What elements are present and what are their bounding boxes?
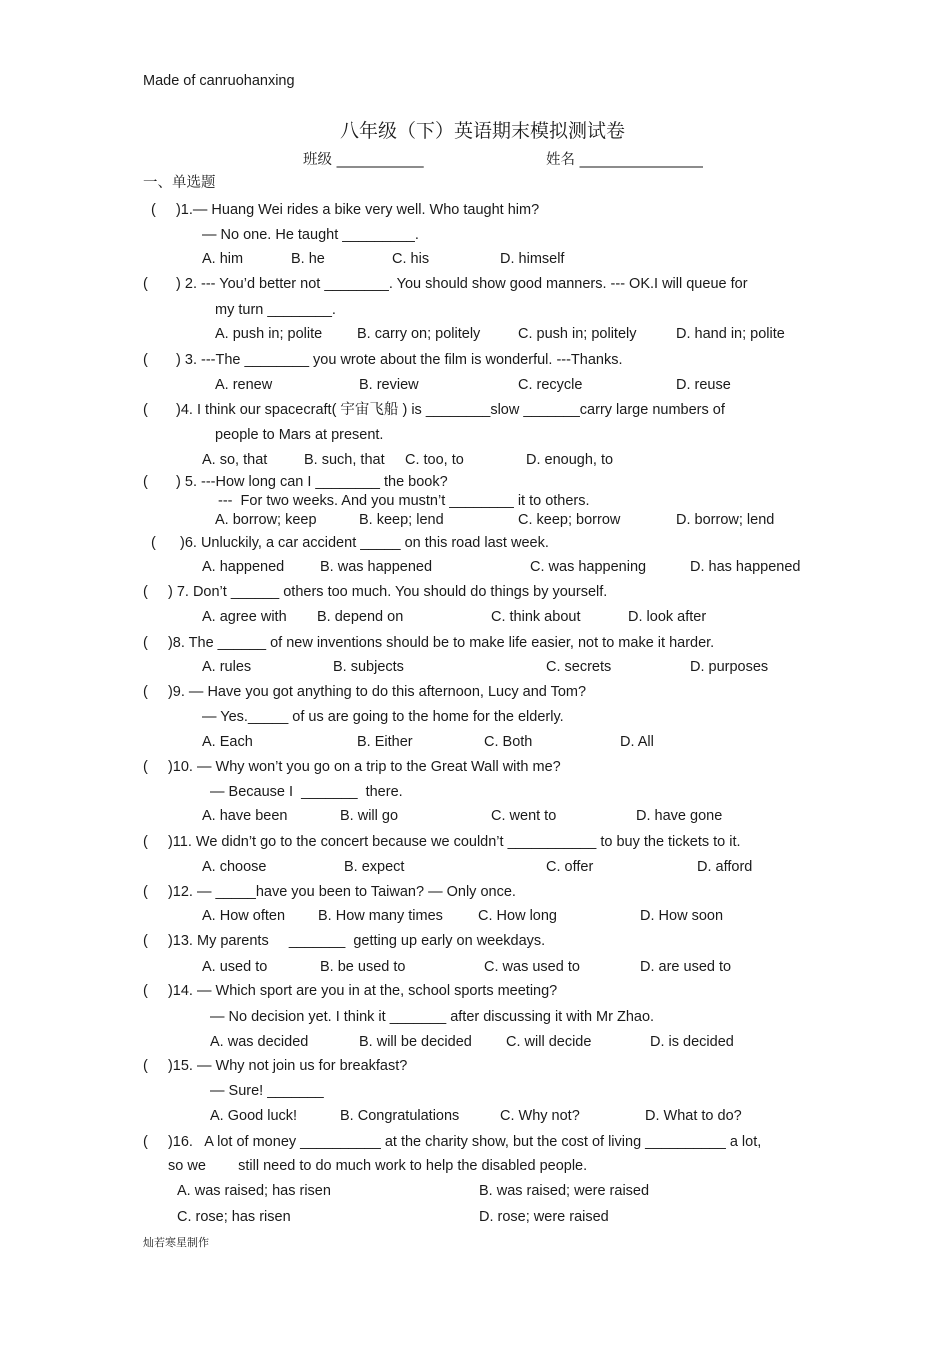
option: D. is decided (650, 1034, 734, 1050)
option: B. expect (344, 859, 405, 875)
option: A. rules (202, 659, 252, 675)
header-made-of: Made of canruohanxing (143, 73, 295, 89)
question-7: ( ) 7. Don’t ______ others too much. You should do things by yourself. (143, 584, 608, 600)
option: A. was decided (210, 1034, 309, 1050)
option: B. carry on; politely (357, 326, 481, 342)
question-1: ( )1.— Huang Wei rides a bike very well. Who taught him? (151, 202, 540, 218)
class-field: 班级 ____________ (303, 152, 424, 168)
option: C. recycle (518, 377, 583, 393)
option: D. hand in; polite (676, 326, 785, 342)
option: A. renew (215, 377, 273, 393)
option: A. was raised; has risen (177, 1183, 331, 1199)
question-line: — Yes._____ of us are going to the home for the elderly. (202, 709, 564, 725)
question-5: ( ) 5. ---How long can I ________ the book? (143, 474, 448, 490)
option: B. was happened (320, 559, 433, 575)
question-14: ( )14. — Which sport are you in at the, school sports meeting? (143, 983, 558, 999)
option: D. How soon (640, 908, 724, 924)
section-heading: 一、单选题 (143, 175, 216, 191)
option: D. have gone (636, 808, 723, 824)
option: C. was happening (530, 559, 647, 575)
question-line: --- For two weeks. And you mustn’t ________ it to others. (218, 493, 590, 509)
option: D. borrow; lend (676, 512, 775, 528)
question-9: ( )9. — Have you got anything to do this afternoon, Lucy and Tom? (143, 684, 587, 700)
option: A. happened (202, 559, 285, 575)
option: A. have been (202, 808, 288, 824)
question-2: ( ) 2. --- You’d better not ________. You should show good manners. --- OK.I will queue for (143, 276, 748, 292)
option: B. depend on (317, 609, 404, 625)
question-4: ( )4. I think our spacecraft( 宇宙飞船 ) is ________slow _______carry large numbers of (143, 402, 725, 418)
option: C. How long (478, 908, 557, 924)
option: C. too, to (405, 452, 464, 468)
option: D. look after (628, 609, 707, 625)
option: D. himself (500, 251, 565, 267)
option: B. such, that (304, 452, 385, 468)
question-line: so we still need to do much work to help the disabled people. (168, 1158, 588, 1174)
question-11: ( )11. We didn’t go to the concert because we couldn’t ___________ to buy the tickets to it. (143, 834, 741, 850)
option: C. rose; has risen (177, 1209, 291, 1225)
option: D. are used to (640, 959, 732, 975)
option: C. push in; politely (518, 326, 637, 342)
option: C. think about (491, 609, 581, 625)
question-15: ( )15. — Why not join us for breakfast? (143, 1058, 408, 1074)
option: B. Congratulations (340, 1108, 460, 1124)
question-line: my turn ________. (215, 302, 336, 318)
option: B. keep; lend (359, 512, 444, 528)
option: B. be used to (320, 959, 406, 975)
option: C. keep; borrow (518, 512, 621, 528)
question-line: — Because I _______ there. (210, 784, 403, 800)
option: B. will be decided (359, 1034, 472, 1050)
question-13: ( )13. My parents _______ getting up early on weekdays. (143, 933, 546, 949)
option: B. was raised; were raised (479, 1183, 650, 1199)
option: D. All (620, 734, 654, 750)
footer-note: 灿若寒星制作 (143, 1236, 209, 1249)
question-line: — No decision yet. I think it _______ after discussing it with Mr Zhao. (210, 1009, 655, 1025)
name-field: 姓名 _________________ (546, 152, 703, 168)
option: A. agree with (202, 609, 287, 625)
option: A. Good luck! (210, 1108, 298, 1124)
option: C. Why not? (500, 1108, 580, 1124)
option: C. Both (484, 734, 533, 750)
option: A. push in; polite (215, 326, 323, 342)
option: A. Each (202, 734, 253, 750)
option: D. enough, to (526, 452, 614, 468)
question-8: ( )8. The ______ of new inventions should be to make life easier, not to make it harder. (143, 635, 715, 651)
option: A. used to (202, 959, 268, 975)
option: C. will decide (506, 1034, 592, 1050)
option: C. offer (546, 859, 594, 875)
option: B. will go (340, 808, 399, 824)
option: A. so, that (202, 452, 268, 468)
option: A. him (202, 251, 244, 267)
option: C. went to (491, 808, 557, 824)
option: B. Either (357, 734, 413, 750)
question-line: — No one. He taught _________. (202, 227, 419, 243)
option: C. was used to (484, 959, 580, 975)
option: C. his (392, 251, 430, 267)
page-title: 八年级（下）英语期末模拟测试卷 (340, 120, 626, 142)
option: B. review (359, 377, 419, 393)
question-16: ( )16. A lot of money __________ at the charity show, but the cost of living __________ a lot, (143, 1134, 762, 1150)
option: A. borrow; keep (215, 512, 317, 528)
option: D. purposes (690, 659, 769, 675)
option: D. What to do? (645, 1108, 742, 1124)
question-line: — Sure! _______ (210, 1083, 324, 1099)
option: D. rose; were raised (479, 1209, 609, 1225)
question-3: ( ) 3. ---The ________ you wrote about the film is wonderful. ---Thanks. (143, 352, 623, 368)
option: C. secrets (546, 659, 612, 675)
option: D. reuse (676, 377, 731, 393)
question-line: people to Mars at present. (215, 427, 384, 443)
option: B. How many times (318, 908, 443, 924)
option: A. choose (202, 859, 267, 875)
question-10: ( )10. — Why won’t you go on a trip to the Great Wall with me? (143, 759, 561, 775)
question-12: ( )12. — _____have you been to Taiwan? — Only once. (143, 884, 516, 900)
option: D. has happened (690, 559, 801, 575)
question-6: ( )6. Unluckily, a car accident _____ on this road last week. (151, 535, 549, 551)
option: A. How often (202, 908, 286, 924)
option: B. he (291, 251, 325, 267)
option: D. afford (697, 859, 753, 875)
option: B. subjects (333, 659, 404, 675)
